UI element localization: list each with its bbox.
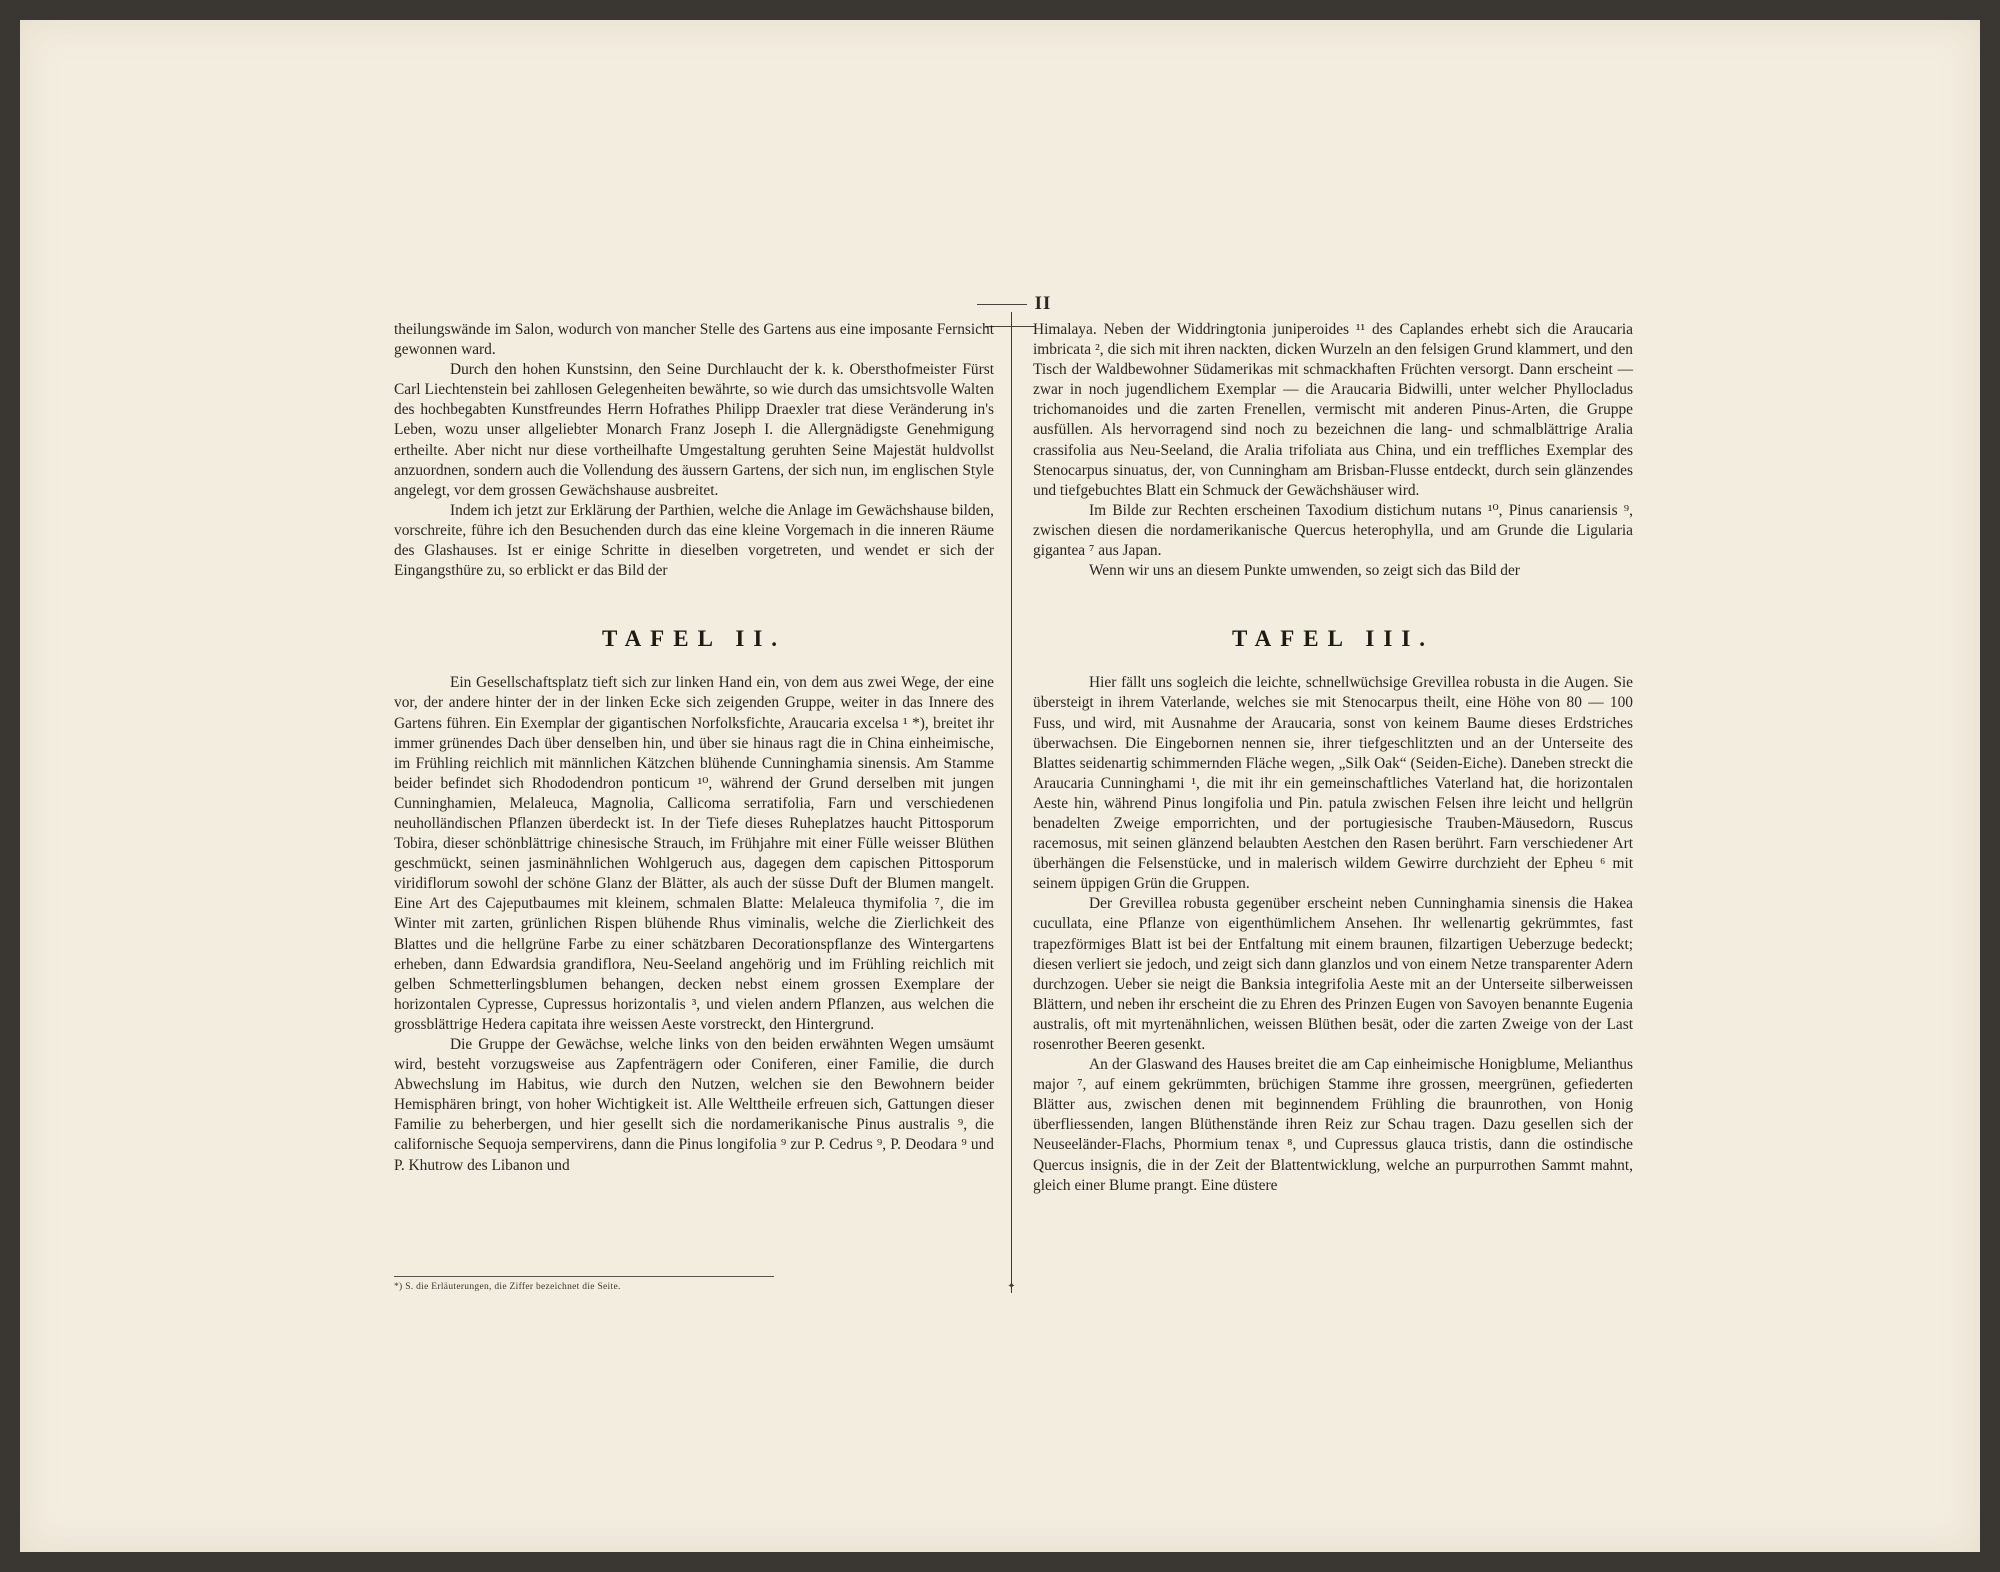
paragraph: Die Gruppe der Gewächse, welche links von den beiden erwähnten Wegen umsäumt wird, besteht vorzugsweise aus Zapfenträgern oder Coniferen, einer Familie, die durch Abwechslung im Habitus, wie durch den Nutzen, welchen sie den Bewohnern beider Hemisphären bringt, von hoher Wichtigkeit ist. Alle Welttheile erfreuen sich, Gattungen dieser Familie zu beherbergen, und hier gesellt sich die nordamerikanische Pinus australis ⁹, die californische Sequoja sempervirens, dann die Pinus longifolia ⁹ zur P. Cedrus ⁹, P. Deodara ⁹ und P. Khutrow des Libanon und <box>394 1036 994 1174</box>
page-number: II <box>940 293 1080 337</box>
paragraph: theilungswände im Salon, wodurch von mancher Stelle des Gartens aus eine imposante Fernsicht gewonnen ward. <box>394 321 994 359</box>
paragraph: Im Bilde zur Rechten erscheinen Taxodium distichum nutans ¹⁰, Pinus canariensis ⁹, zwischen diesen die nordamerikanische Quercus heterophylla, und am Grunde die Ligularia gigantea ⁷ aus Japan. <box>1033 501 1633 560</box>
left-column <box>394 320 994 1176</box>
right-column <box>1033 320 1633 1196</box>
column-divider <box>1011 312 1012 1293</box>
page-sheet <box>20 20 1980 1552</box>
paragraph: Hier fällt uns sogleich die leichte, schnellwüchsige Grevillea robusta in die Augen. Sie übersteigt in ihrem Vaterlande, welches sie mit Stenocarpus theilt, eine Höhe von 80 — 100 Fuss, und wird, mit Ausnahme der Araucaria, sonst von keinem Baume dieses Erdstriches überwachsen. Die Eingebornen nennen sie, ihrer tiefgeschlitzten und an der Unterseite des Blattes seidenartig schimmernden Fläche wegen, „Silk Oak“ (Seiden-Eiche). Daneben streckt die Araucaria Cunninghami ¹, die mit ihr ein gemeinschaftliches Vaterland hat, die horizontalen Aeste hin, während Pinus longifolia und Pin. patula zwischen Felsen ihre leicht und hellgrün benadelten Zweige emporrichten, und der portugiesische Trauben-Mäusedorn, Ruscus racemosus, mit seinen glänzend belaubten Aestchen den Rasen berührt. Farn verschiedener Art überhängen die Felsenstücke, und in malerisch wildem Gewirre durchzieht der Epheu ⁶ mit seinem üppigen Grün die Gruppen. <box>1033 674 1633 893</box>
paragraph: An der Glaswand des Hauses breitet die am Cap einheimische Honigblume, Melianthus major ⁷, auf einem gekrümmten, brüchigen Stamme ihre grossen, meergrünen, gefiederten Blätter aus, zwischen denen mit beginnendem Frühling die braunrothen, von Honig überfliessenden, langen Blüthenstände ihren Reiz zur Schau tragen. Dazu gesellen sich der Neuseeländer-Flachs, Phormium tenax ⁸, und Cupressus glauca tristis, dann die ostindische Quercus insignis, die in der Zeit der Blattentwicklung, welche an purpurrothen Sammt mahnt, gleich einer Blume prangt. Eine düstere <box>1033 1056 1633 1194</box>
section-heading-tafel-2: TAFEL II. <box>601 626 787 652</box>
divider-end-mark: ✦ <box>1007 1281 1016 1292</box>
paragraph: Himalaya. Neben der Widdringtonia juniperoides ¹¹ des Caplandes erhebt sich die Araucaria imbricata ², die sich mit ihren nackten, dicken Wurzeln an den felsigen Grund klammert, und den Tisch der Waldbewohner Südamerikas mit schmackhaften Früchten versorgt. Dann erscheint — zwar in noch jugendlichem Exemplar — die Araucaria Bidwilli, unter welcher Phyllocladus trichomanoides und die zarten Frenellen, vermischt mit anderen Pinus-Arten, die Gruppe ausfüllen. Als hervorragend sind noch zu bezeichnen die lang- und schmalblättrige Aralia crassifolia aus Neu-Seeland, die Aralia trifoliata aus China, und ein treffliches Exemplar des Stenocarpus sinuatus, der, von Cunningham am Brisban-Flusse entdeckt, durch sein glänzendes und tiefgebuchtes Blatt ein Schmuck der Gewächshäuser wird. <box>1033 321 1633 499</box>
paragraph: Wenn wir uns an diesem Punkte umwenden, so zeigt sich das Bild der <box>1089 562 1520 580</box>
paragraph: Durch den hohen Kunstsinn, den Seine Durchlaucht der k. k. Obersthofmeister Fürst Carl Liechtenstein bei zahllosen Gelegenheiten bewährte, so wie durch das umsichtsvolle Walten des hochbegabten Kunstfreundes Herrn Hofrathes Philipp Draexler trat diese Veränderung in's Leben, wozu unser allgeliebter Monarch Franz Joseph I. die Allergnädigste Genehmigung ertheilte. Aber nicht nur diese vortheilhafte Umgestaltung geruhten Seine Majestät huldvollst anzuordnen, sondern auch die Vollendung des äussern Gartens, der sich nun, im englischen Style angelegt, vor dem grossen Gewächshause ausbreitet. <box>394 361 994 499</box>
paragraph: Indem ich jetzt zur Erklärung der Parthien, welche die Anlage im Gewächshause bilden, vorschreite, führe ich den Besuchenden durch das eine kleine Vorgemach in die inneren Räume des Glashauses. Ist er einige Schritte in dieselben vorgetreten, und wendet er sich der Eingangsthüre zu, so erblickt er das Bild der <box>394 501 994 580</box>
paragraph: Ein Gesellschaftsplatz tieft sich zur linken Hand ein, von dem aus zwei Wege, der eine vor, der andere hinter der in der linken Ecke sich zeigenden Gruppe, weiter in das Innere des Gartens führen. Ein Exemplar der gigantischen Norfolksfichte, Araucaria excelsa ¹ *), breitet ihr immer grünendes Dach über denselben hin, und über sie hinaus ragt die in China einheimische, im Frühling reichlich mit männlichen Kätzchen blühende Cunninghamia sinensis. Am Stamme beider befindet sich Rhododendron ponticum ¹⁰, während der Grund derselben mit jungen Cunninghamien, Melaleuca, Magnolia, Callicoma serratifolia, Farn und verschiedenen neuholländischen Pflanzen überdeckt ist. In der Tiefe dieses Ruheplatzes haucht Pittosporum Tobira, dieser schönblättrige chinesische Strauch, im Frühjahre mit einer Fülle weisser Blüthen geschmückt, seinen jasminähnlichen Wohlgeruch aus, dagegen dem capischen Pittosporum viridiflorum sowohl der schöne Glanz der Blätter, als auch der süsse Duft der Blumen mangelt. Eine Art des Cajeputbaumes mit kleinem, schmalen Blatte: Melaleuca thymifolia ⁷, die im Winter mit zarten, grünlichen Rispen blühende Rhus viminalis, welche die Zierlichkeit des Blattes und die hellgrüne Farbe zu einer schätzbaren Decorationspflanze des Wintergartens erheben, dann Edwardsia grandiflora, Neu-Seeland angehörig und im Frühling reichlich mit gelben Schmetterlingsblumen behangen, decken nebst einem grossen Exemplare der horizontalen Cypresse, Cupressus horizontalis ³, und vielen andern Pflanzen, aus welchen die grossblättrige Hedera capitata ihre weissen Aeste vorstreckt, den Hintergrund. <box>394 674 994 1033</box>
paragraph: Der Grevillea robusta gegenüber erscheint neben Cunninghamia sinensis die Hakea cucullata, eine Pflanze von eigenthümlichem Ansehen. Ihr wellenartig gekrümmtes, fast trapezförmiges Blatt ist bei der Entfaltung mit einem braunen, filzartigen Ueberzuge bedeckt; diesen verliert sie jedoch, und zeigt sich dann glanzlos und von einem Netze transparenter Adern durchzogen. Ueber sie neigt die Banksia integrifolia Aeste mit an der Unterseite silberweissen Blättern, und neben ihr erscheint die zu Ehren des Prinzen Eugen von Savoyen benannte Eugenia australis, oft mit myrtenähnlichen, weissen Blüthen besät, oder die zarten Zweige von der Last rosenrother Beeren gesenkt. <box>1033 895 1633 1053</box>
section-heading-tafel-3: TAFEL III. <box>1231 626 1435 652</box>
footnote: *) S. die Erläuterungen, die Ziffer bezeichnet die Seite. <box>394 1276 774 1292</box>
